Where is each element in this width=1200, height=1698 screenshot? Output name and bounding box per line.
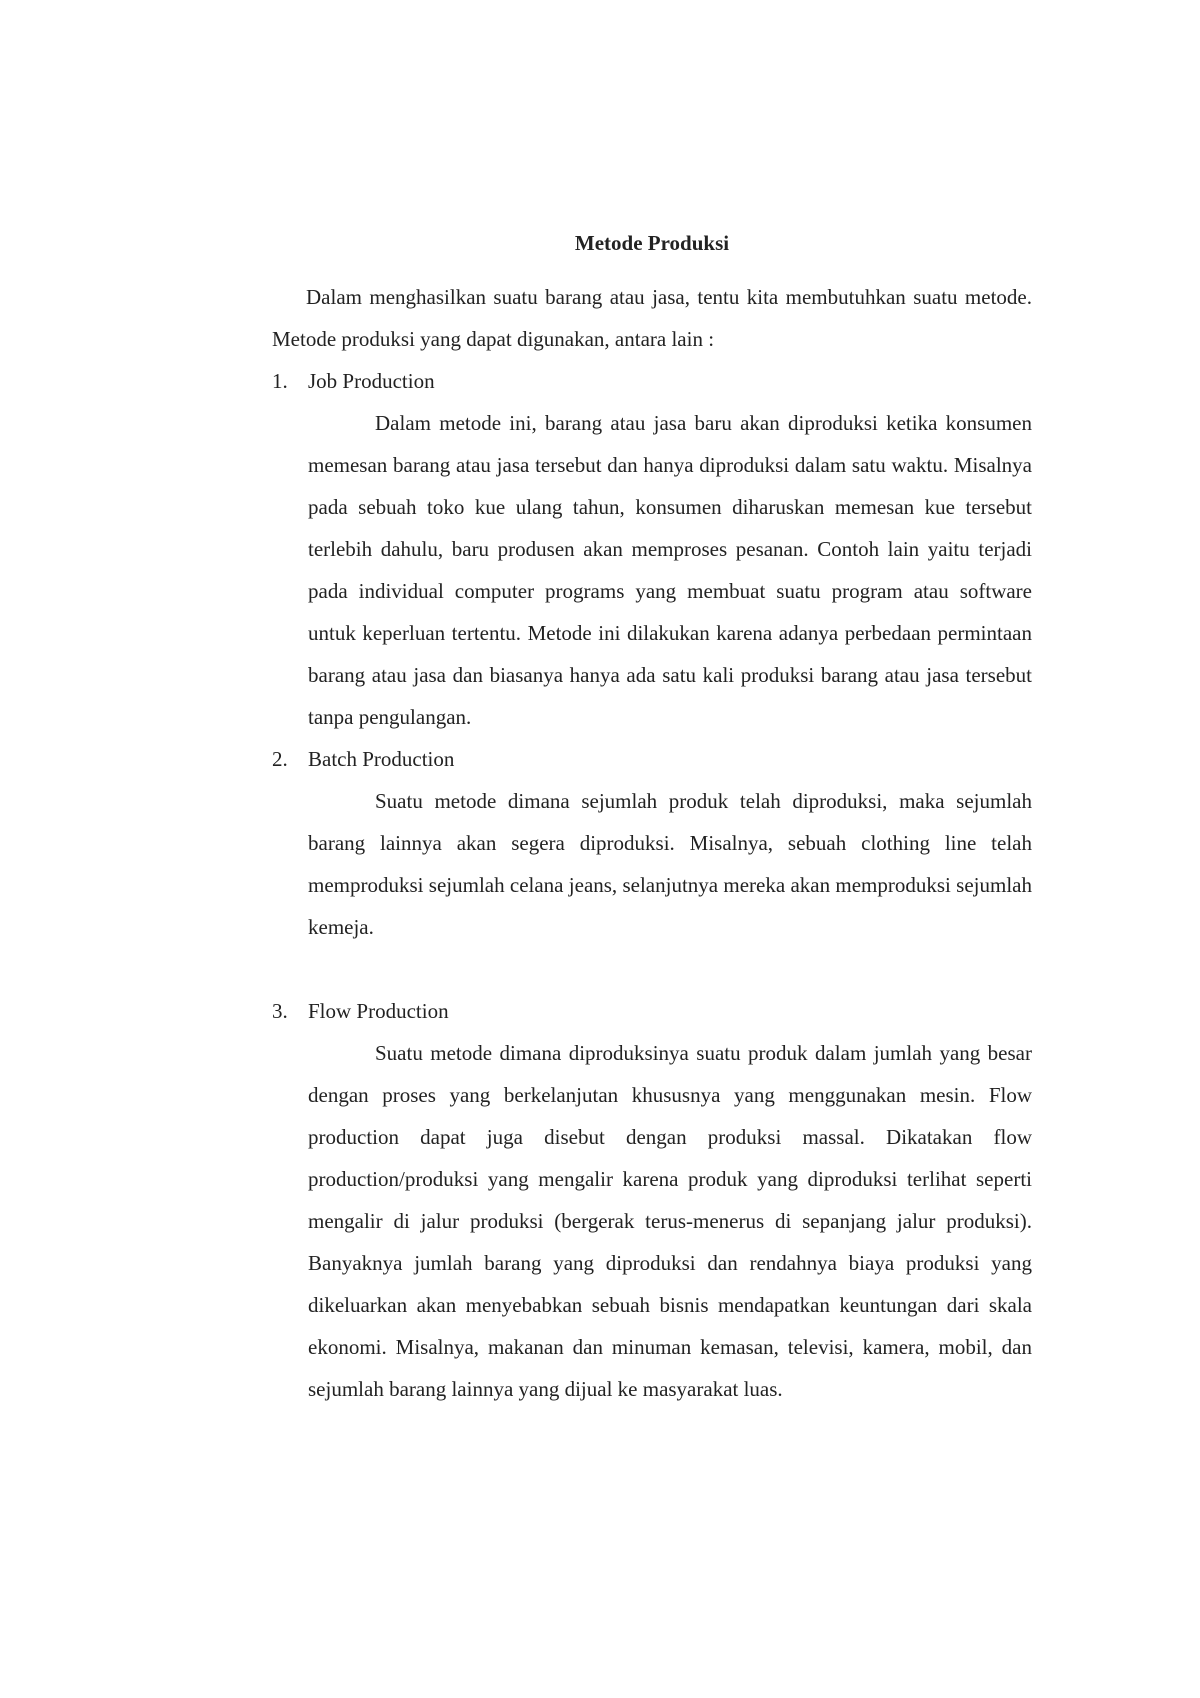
list-item-batch-production	[272, 738, 1032, 948]
list-item-heading: Flow Production	[308, 999, 449, 1023]
list-item-number: 1.	[272, 369, 288, 393]
list-item-body: Dalam metode ini, barang atau jasa baru akan diproduksi ketika konsumen memesan barang atau jasa tersebut dan hanya diproduksi dalam satu waktu. Misalnya pada sebuah toko kue ulang tahun, konsumen diharuskan memesan kue tersebut terlebih dahulu, baru produsen akan memproses pesanan. Contoh lain yaitu terjadi pada individual computer programs yang membuat suatu program atau software untuk keperluan tertentu. Metode ini dilakukan karena adanya perbedaan permintaan barang atau jasa dan biasanya hanya ada satu kali produksi barang atau jasa tersebut tanpa pengulangan.	[308, 411, 1032, 729]
list-item-body: Suatu metode dimana diproduksinya suatu produk dalam jumlah yang besar dengan proses yang berkelanjutan khususnya yang menggunakan mesin. Flow production dapat juga disebut dengan produksi massal. Dikatakan flow production/produksi yang mengalir karena produk yang diproduksi terlihat seperti mengalir di jalur produksi (bergerak terus-menerus di sepanjang jalur produksi). Banyaknya jumlah barang yang diproduksi dan rendahnya biaya produksi yang dikeluarkan akan menyebabkan sebuah bisnis mendapatkan keuntungan dari skala ekonomi. Misalnya, makanan dan minuman kemasan, televisi, kamera, mobil, dan sejumlah barang lainnya yang dijual ke masyarakat luas.	[308, 1041, 1032, 1401]
list-item-job-production	[272, 360, 1032, 738]
list-item-heading: Job Production	[308, 369, 435, 393]
document-content	[272, 228, 1032, 1410]
document-title: Metode Produksi	[574, 231, 730, 255]
production-methods-list	[272, 360, 1032, 1410]
list-item-number: 3.	[272, 999, 288, 1023]
list-item-number: 2.	[272, 747, 288, 771]
list-item-flow-production	[272, 990, 1032, 1410]
intro-paragraph: Dalam menghasilkan suatu barang atau jasa, tentu kita membutuhkan suatu metode. Metode produksi yang dapat digunakan, antara lain :	[272, 285, 1032, 351]
list-item-heading: Batch Production	[308, 747, 455, 771]
list-item-body: Suatu metode dimana sejumlah produk telah diproduksi, maka sejumlah barang lainnya akan segera diproduksi. Misalnya, sebuah clothing line telah memproduksi sejumlah celana jeans, selanjutnya mereka akan memproduksi sejumlah kemeja.	[308, 789, 1032, 939]
